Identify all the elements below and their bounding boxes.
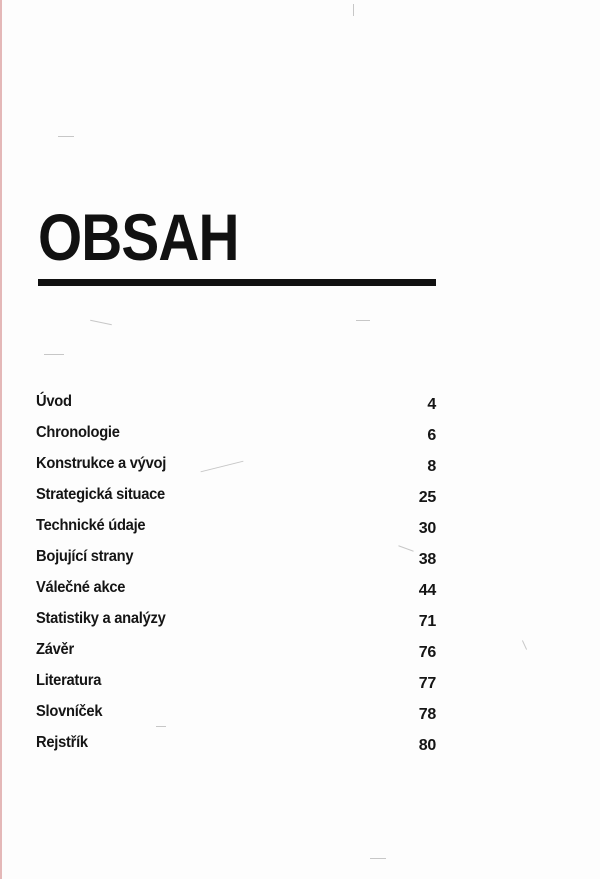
toc-entry-title: Slovníček bbox=[36, 702, 103, 720]
paper-speck bbox=[58, 136, 74, 137]
toc-entry[interactable] bbox=[36, 510, 436, 541]
paper-speck bbox=[522, 640, 527, 649]
toc-entry-page: 76 bbox=[418, 643, 436, 661]
toc-entry-page: 44 bbox=[418, 581, 436, 599]
toc-entry[interactable] bbox=[36, 572, 436, 603]
toc-entry[interactable] bbox=[36, 448, 436, 479]
toc-entry[interactable] bbox=[36, 727, 436, 758]
toc-entry[interactable] bbox=[36, 634, 436, 665]
toc-entry[interactable] bbox=[36, 479, 436, 510]
toc-entry-title: Statistiky a analýzy bbox=[36, 609, 166, 627]
toc-entry-title: Konstrukce a vývoj bbox=[36, 454, 167, 472]
paper-speck bbox=[90, 320, 112, 326]
toc-entry-title: Rejstřík bbox=[36, 733, 88, 751]
toc-entry-page: 8 bbox=[427, 457, 436, 475]
toc-entry-title: Válečné akce bbox=[36, 578, 126, 596]
toc-entry[interactable] bbox=[36, 417, 436, 448]
toc-entry-page: 80 bbox=[418, 736, 436, 754]
toc-entry-title: Literatura bbox=[36, 671, 102, 689]
toc-entry[interactable] bbox=[36, 603, 436, 634]
toc-entry-page: 78 bbox=[418, 705, 436, 723]
toc-entry-page: 30 bbox=[418, 519, 436, 537]
title-underline-rule bbox=[38, 279, 436, 286]
toc-entry-title: Závěr bbox=[36, 640, 74, 658]
toc-entry-page: 38 bbox=[418, 550, 436, 568]
toc-entry-page: 6 bbox=[427, 426, 436, 444]
toc-entry-title: Úvod bbox=[36, 392, 72, 410]
paper-speck bbox=[44, 354, 64, 355]
page-edge bbox=[0, 0, 2, 879]
toc-entry-title: Chronologie bbox=[36, 423, 120, 441]
toc-entry-title: Technické údaje bbox=[36, 516, 146, 534]
page-title: OBSAH bbox=[38, 200, 239, 274]
paper-speck bbox=[370, 858, 386, 859]
paper-speck bbox=[356, 320, 370, 321]
toc-entry[interactable] bbox=[36, 386, 436, 417]
toc-entry[interactable] bbox=[36, 696, 436, 727]
table-of-contents bbox=[36, 386, 436, 758]
toc-entry-title: Bojující strany bbox=[36, 547, 134, 565]
toc-entry-page: 71 bbox=[418, 612, 436, 630]
paper-speck bbox=[353, 4, 354, 16]
toc-entry-page: 25 bbox=[418, 488, 436, 506]
toc-entry-page: 77 bbox=[418, 674, 436, 692]
toc-entry-title: Strategická situace bbox=[36, 485, 165, 503]
toc-entry[interactable] bbox=[36, 665, 436, 696]
toc-entry-page: 4 bbox=[427, 395, 436, 413]
toc-entry[interactable] bbox=[36, 541, 436, 572]
